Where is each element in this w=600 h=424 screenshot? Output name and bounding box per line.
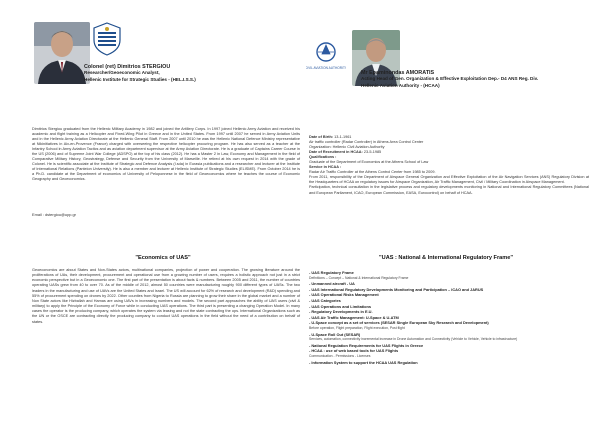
list-item: - UAS International Regulatory Developments Monitoring and Participation – ICAO and JARUS bbox=[309, 286, 484, 292]
heliss-logo bbox=[92, 22, 122, 56]
speaker-header-left bbox=[22, 0, 304, 100]
list-item: - HCAA : use of web based tools for UAS Flights bbox=[309, 348, 399, 354]
talk-topic-list bbox=[309, 270, 587, 365]
speaker-column-right bbox=[306, 0, 589, 365]
speaker-photo-left bbox=[34, 22, 90, 84]
list-item: Definitions – Concept – National & International Regulatory Frame bbox=[309, 275, 409, 280]
list-item: - UAS Operations and Limitations bbox=[309, 303, 372, 309]
talk-abstract-left: Geoeconomics are about States and Non-States actors, multinational companies, projection of power and cooperation. The growing literature around the proliferations of UAs, their development, procurement and operational use from a growing number of users, requires a holistic approach not just in a strict economic perspective but in a Geoeconomic one. The first part of the presentation is about facts & numbers. Between 2005 and 2011, the number of countries operating UASs grew from 40 to over 70. As of the middle of 2012, almost 50 countries were manufacturing roughly 900 different types of UASs. The two leaders in the manufacturing and use of UAVs are the United States and Israel. The US will account for 62% of research and development (R&D) spending and 55% of procurement spending on drones by 2022. Other counties from Nigeria to Russia are planning to grow their share in the global market and a number of Non State actors like Hizballah and Hamas are using UAVs in increasing numbers and models. The second part approaches the ability of UAS users (civil & military) to apply the Principle of the Economy of Force while in conducting UAS operations. The third part is presenting a changing Operation Model. In many cases the operator is the producing company, which operates the system via leasing and not the state contracting the ops. International Organizations such as the UN or the OSCE are contracting directly the producing company to conduct UAS operations in the field without the need of a contribution on behalf of states. bbox=[32, 268, 300, 324]
bio-paragraph: From 2011, responsibility of the Department of Airspace General Organization and Effective Exploitation of the Air Navigation Services (ANS) Regulatory Division at the Headquarters of HCAA on regulatory issues for Airspace Organization, Air Traffic Management, Civil / Military Coordination in Airspace Management. bbox=[309, 175, 589, 185]
list-item: Services, automation, connectivity incremental increase in Drone Automation and Connectivity (Vehicle to Vehicle, Vehicle to infrastructure) bbox=[309, 337, 518, 342]
list-item: - UAS Categories bbox=[309, 297, 341, 303]
bio-field: Organization: Hellenic Civil Aviation Authority bbox=[309, 145, 385, 150]
speaker-info-left bbox=[84, 64, 196, 83]
list-item: - UAS Air Traffic Management: U-Space & U-ATM bbox=[309, 314, 399, 320]
speaker-email-left: Email : dstergiou@upp.gr bbox=[32, 212, 76, 217]
list-item: - Unmanned aircraft - UA bbox=[309, 281, 355, 287]
list-item: - National Regulation Requirements for UAS Flights in Greece bbox=[309, 342, 424, 348]
list-item: - Regulatory Developments in E.U. bbox=[309, 309, 373, 315]
list-item: - U-Space concept as a set of services (SESAR Single European Sky Research and Development) bbox=[309, 320, 489, 326]
speaker-column-left bbox=[22, 0, 304, 324]
bio-field: Graduate of the Department of Economics at the Athens School of Law bbox=[309, 160, 429, 165]
list-item: - U-Space Roll Out (SESAR) bbox=[309, 331, 361, 337]
speaker-role-left: Researcher/Geoeconomic Analyst, bbox=[84, 70, 160, 76]
speaker-affiliation-right: Hellenic Aviation Authority - (HCAA) bbox=[361, 82, 440, 88]
talk-title-right: "UAS : National & International Regulatory Frame" bbox=[379, 255, 513, 261]
list-item: - UAS Regulatory Frame bbox=[309, 270, 354, 275]
hcaa-logo-text: CIVIL AVIATION AUTHORITY bbox=[306, 66, 346, 70]
speaker-info-right bbox=[361, 70, 591, 89]
speaker-bio-left: Dimitrios Stergiou graduated from the Hellenic Military Academy in 1982 and joined the Artillery Corps. In 1997 joined Hellenic Army Aviation and received his academic and flight training as a Helicopter and Fixed-Wing Pilot in Greece and in the United States. From 1997 until 2007 he served in Army Aviation Units and in the Hellenic Army Aviation Directorate at the Hellenic General Staff. From 2007 until 2010 he was the Hellenic National Defence Ministry representative at Nikinitiatives in Aix-en-Provence (France) charged with overseeing the respective helicopter procuring program. He has also served as a teacher at the Infantry School in Army Aviation Tactics and as aviation department supervisor at the Army Aviation Directorate. He is a graduate of Captains Career Course in the US (2006) and of Supreme Joint War College (ADSPO) at the top of his class (2012). He has a Master 2 in Law, Economy and Management in the field of Comparative Military History, Geostrategy, Defense and Security from the University of Marseille. He retired at his own request in 2014 with the grade of Colonel. He is scientific associate at the Institute of Strategic and Defence Analysis (I.sda) in Eurasia publications and a researcher and lecturer at the Institute of International Relations (Panteion University). He is also a member and lecturer at Hellenic Institute of Strategic Studies (ELISME). From October 2014 he is a Ph.D. candidate at the Department of economics of University of Peloponnese in the field of Geoeconomics where he teaches the course of Economic Geography and Geoeconomics. bbox=[32, 127, 300, 182]
hcaa-logo bbox=[306, 40, 346, 74]
bio-field: Service in HCAA : bbox=[309, 165, 342, 170]
bio-field: Date of Recruitment in HCAA: 23-5-1985 bbox=[309, 150, 382, 155]
bio-field: Radar Air Traffic Controller at the Athens Control Center from 1985 to 2009. bbox=[309, 170, 436, 175]
list-item: Communication - Permissions - Licenses bbox=[309, 353, 371, 358]
bio-field: Qualifications : bbox=[309, 155, 337, 160]
list-item: - Information System to support the HCAA UAS Regulation bbox=[309, 359, 418, 365]
bio-field: Air traffic controller (Radar Controller) in Athens Area Control Center bbox=[309, 140, 424, 145]
bio-paragraph: Participation, technical consultation in the legislative process and regulatory developments monitoring in National and International Regulatory Committees (National and European Parliament, ICAO, European Commission, EASA, Eurocontrol) on behalf of HCAA. bbox=[309, 185, 589, 195]
talk-title-left: "Economics of UAS" bbox=[135, 255, 191, 261]
speaker-name-left: Colonel (ret) Dimitrios STERGIOU bbox=[84, 64, 171, 70]
speaker-header-right bbox=[306, 0, 586, 100]
speaker-role-right: Acting Head of Gen. Organization & Effective Exploitation Dep.- D4 ANS Reg. Div. bbox=[361, 76, 539, 82]
list-item: Before operation, Flight preparation, Flight execution, Post flight bbox=[309, 325, 405, 330]
speaker-bio-right bbox=[309, 135, 589, 196]
speaker-affiliation-left: Hellenic Institute for Strategic Studies - (HEL.I.S.S.) bbox=[84, 76, 196, 82]
speaker-name-right: Mr Epaminondas AMORATIS bbox=[361, 70, 435, 76]
list-item: - UAS Operational Risks Management bbox=[309, 292, 379, 298]
bio-field: Date of Birth: 13-1-1961 bbox=[309, 135, 352, 139]
